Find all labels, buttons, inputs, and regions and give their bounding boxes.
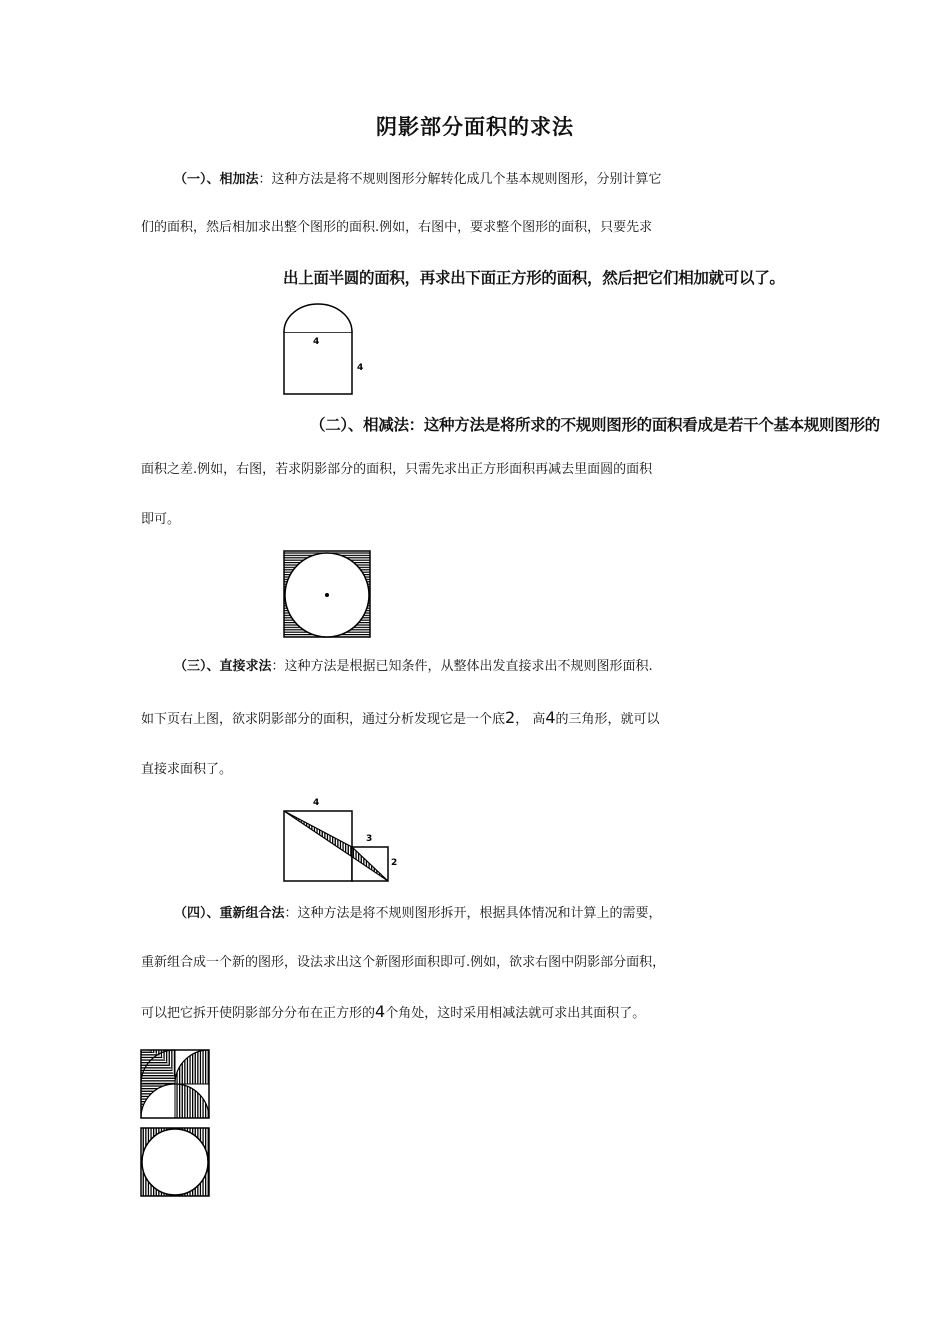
figure1-label-top: 4 xyxy=(313,337,320,347)
section1-line2: 们的面积，然后相加求出整个图形的面积.例如，右图中，要求整个图形的面积，只要先求 xyxy=(141,220,653,235)
figure-circle-in-square xyxy=(283,550,373,640)
section3-num1: 2 xyxy=(505,708,516,727)
section3-line2 xyxy=(141,710,660,728)
figure-triangle-squares xyxy=(280,795,400,887)
section4-heading: （四）、重新组合法 xyxy=(174,906,285,921)
section1-line3: 出上面半圆的面积，再求出下面正方形的面积，然后把它们相加就可以了。 xyxy=(283,269,785,287)
section4-line3 xyxy=(141,1004,645,1022)
section2-line2: 面积之差.例如，右图，若求阴影部分的面积，只需先求出正方形面积再减去里面圆的面积 xyxy=(141,462,653,477)
section3-text2a: 如下页右上图，欲求阴影部分的面积，通过分析发现它是一个底 xyxy=(141,712,506,727)
section4-text3b: 个角处，这时采用相减法就可求出其面积了。 xyxy=(385,1006,646,1021)
section3-line3: 直接求面积了。 xyxy=(141,762,233,777)
section1-line1 xyxy=(174,172,662,188)
figure3-label-mid: 3 xyxy=(366,834,373,844)
section4-line1 xyxy=(174,906,662,922)
section3-line1 xyxy=(174,659,653,675)
section4-line2: 重新组合成一个新的图形，设法求出这个新图形面积即可.例如，欲求右图中阴影部分面积， xyxy=(141,955,666,970)
section3-text2b: ， 高 xyxy=(515,712,546,727)
section2-text1: ：这种方法是将所求的不规则图形的面积看成是若干个基本规则图形的 xyxy=(408,416,880,434)
section2-heading: （二）、相减法 xyxy=(310,416,409,434)
figure-circle-corners-square xyxy=(140,1127,212,1199)
section4-text3a: 可以把它拆开使阴影部分分布在正方形的 xyxy=(141,1006,376,1021)
figure3-label-top: 4 xyxy=(313,798,320,808)
section1-text1: ：这种方法是将不规则图形分解转化成几个基本规则图形，分别计算它 xyxy=(258,172,662,187)
figure-pinwheel-square xyxy=(140,1049,212,1121)
section3-text1: ：这种方法是根据已知条件，从整体出发直接求出不规则图形面积. xyxy=(271,659,653,674)
section1-heading: （一）、相加法 xyxy=(174,172,259,187)
section4-text1: ：这种方法是将不规则图形拆开，根据具体情况和计算上的需要， xyxy=(284,906,662,921)
figure-semicircle-square xyxy=(280,300,370,400)
section3-heading: （三）、直接求法 xyxy=(174,659,272,674)
figure3-label-small: 2 xyxy=(391,858,398,868)
section2-line3: 即可。 xyxy=(141,512,181,527)
section4-num: 4 xyxy=(375,1002,386,1021)
section2-line1 xyxy=(310,413,880,435)
page-title: 阴影部分面积的求法 xyxy=(376,115,574,139)
figure1-label-right: 4 xyxy=(357,363,364,373)
section3-num2: 4 xyxy=(545,708,556,727)
section3-text2c: 的三角形，就可以 xyxy=(555,712,660,727)
